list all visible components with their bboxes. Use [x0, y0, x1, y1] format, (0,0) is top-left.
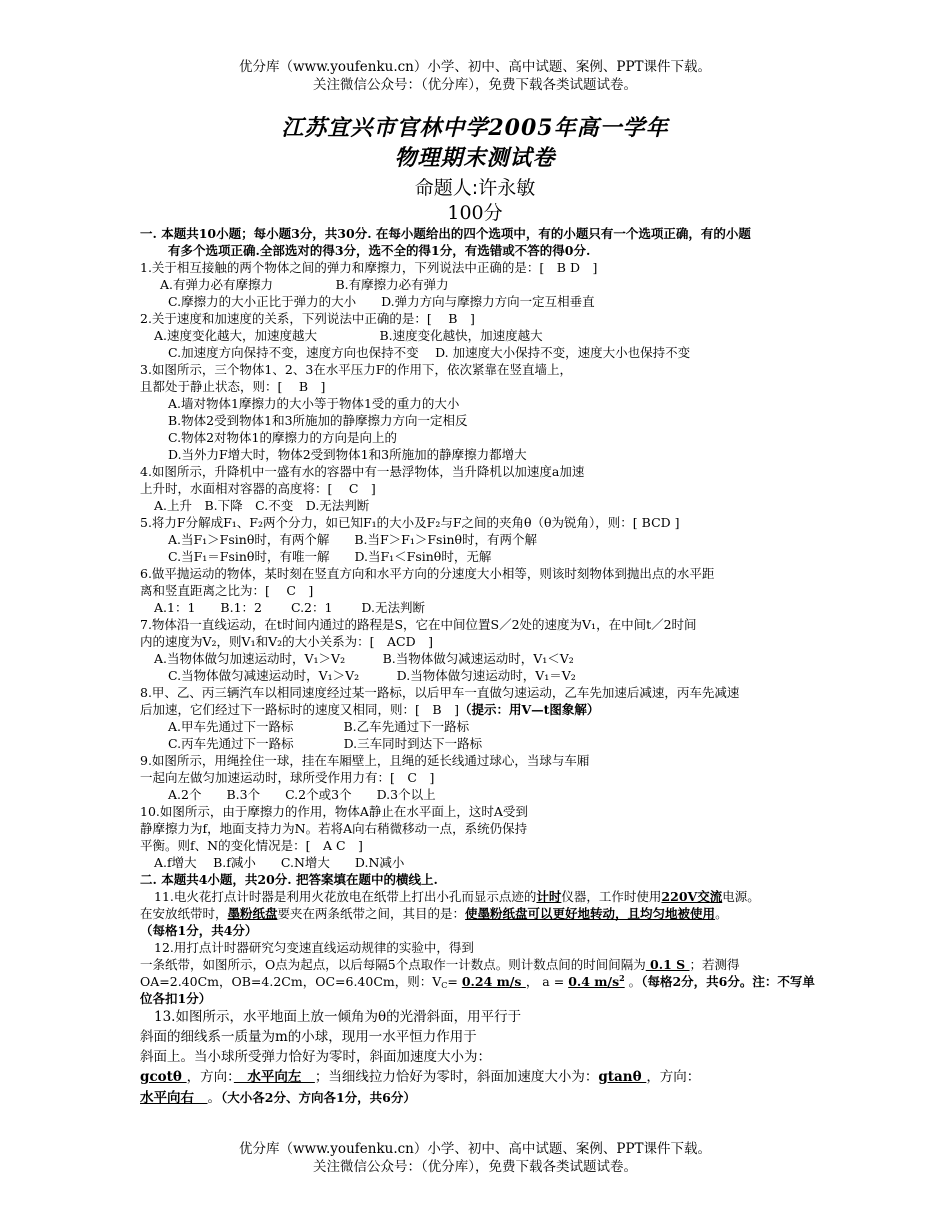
title-line-1: 江苏宜兴市官林中学2005年高一学年 [281, 115, 669, 141]
question-9-line-2: 一起向左做匀加速运动时，球所受作用力有：[ C ] [140, 770, 435, 785]
q12-superscript: 2 [619, 972, 625, 983]
q11-text-1: 11.电火花打点计时器是利用火花放电在纸带上打出小孔而显示点迹的 [154, 889, 537, 904]
question-2-options-cd: C.加速度方向保持不变，速度方向也保持不变 D. 加速度大小保持不变，速度大小也保持不变 [168, 345, 691, 360]
question-10-line-1: 10.如图所示，由于摩擦力的作用，物体A静止在水平面上，这时A受到 [140, 804, 528, 819]
question-8-options-cd: C.丙车先通过下一路标 D.三车同时到达下一路标 [168, 736, 483, 751]
question-9-options: A.2个 B.3个 C.2个或3个 D.3个以上 [168, 787, 436, 802]
question-5: 5.将力F分解成F₁、F₂两个分力，如已知F₁的大小及F₂与F之间的夹角θ（θ为锐角），则：[ BCD ] [140, 515, 680, 530]
q11-answer-2: 220V交流 [661, 889, 723, 904]
question-6-options: A.1：1 B.1：2 C.2：1 D.无法判断 [154, 600, 425, 615]
question-12-line-3 [140, 973, 815, 990]
question-11-score-note: （每格1分，共4分） [140, 923, 258, 938]
question-13-line-5 [140, 1089, 416, 1107]
q13-answer-1: gcotθ [140, 1069, 187, 1085]
question-10-line-3: 平衡。则f、N的变化情况是：[ A C ] [140, 838, 363, 853]
section1-intro-1: 一. 本题共10小题；每小题3分，共30分. 在每小题给出的四个选项中，有的小题只有一个选项正确，有的小题 [140, 226, 751, 241]
question-4-options: A.上升 B.下降 C.不变 D.无法判断 [154, 498, 370, 513]
question-1-options-ab: A.有弹力必有摩擦力 B.有摩擦力必有弹力 [160, 277, 449, 292]
question-12-line-4: 位各扣1分） [140, 991, 212, 1006]
question-8-line-2 [140, 701, 599, 718]
question-13-line-2: 斜面的细线系一质量为m的小球，现用一水平恒力作用于 [140, 1029, 477, 1045]
q11-answer-3: 墨粉纸盘 [227, 906, 278, 921]
question-13-line-3: 斜面上。当小球所受弹力恰好为零时，斜面加速度大小为： [140, 1049, 491, 1065]
q11-text-4: 在安放纸带时， [140, 906, 228, 921]
title-line-2: 物理期末测试卷 [394, 145, 556, 171]
title-score: 100分 [447, 202, 503, 224]
question-3-line-2: 且都处于静止状态，则：[ B ] [140, 379, 326, 394]
header-line-1: 优分库（www.youfenku.cn）小学、初中、高中试题、案例、PPT课件下载。 [238, 59, 712, 75]
question-3-option-b: B.物体2受到物体1和3所施加的静摩擦力方向一定相反 [168, 413, 468, 428]
question-5-options-cd: C.当F₁＝Fsinθ时，有唯一解 D.当F₁＜Fsinθ时，无解 [168, 549, 492, 564]
q12-answer-3-value: 0.4 m/s [568, 974, 620, 989]
footer-line-1: 优分库（www.youfenku.cn）小学、初中、高中试题、案例、PPT课件下载。 [238, 1141, 712, 1157]
q13-answer-3: gtanθ [598, 1069, 647, 1085]
question-13-line-4 [140, 1069, 700, 1086]
question-8-hint: （提示：用V—t图象解） [458, 702, 600, 717]
q12-score-note: （每格2分，共6分。注：不写单 [641, 974, 815, 989]
question-10-options: A.f增大 B.f减小 C.N增大 D.N减小 [154, 855, 405, 870]
q13-text-4: 。 [207, 1090, 221, 1106]
question-7-line-2: 内的速度为V₂，则V₁和V₂的大小关系为：[ ACD ] [140, 634, 433, 649]
question-12-line-2 [140, 956, 740, 973]
q11-text-3: 电源。 [722, 889, 760, 904]
question-11-line-2 [140, 905, 728, 922]
q13-answer-4: 水平向右 [140, 1090, 208, 1106]
q13-text-1: ，方向： [186, 1069, 234, 1085]
q12-answer-2: 0.24 m/s [461, 974, 526, 989]
question-4-line-2: 上升时，水面相对容器的高度将：[ C ] [140, 481, 376, 496]
question-3-line-1: 3.如图所示，三个物体1、2、3在水平压力F的作用下，依次紧靠在竖直墙上， [140, 362, 572, 377]
question-8-options-ab: A.甲车先通过下一路标 B.乙车先通过下一路标 [168, 719, 470, 734]
question-12-line-1: 12.用打点计时器研究匀变速直线运动规律的实验中，得到 [154, 940, 474, 955]
section2-intro: 二. 本题共4小题，共20分. 把答案填在题中的横线上. [140, 872, 438, 887]
question-13-line-1: 13.如图所示，水平地面上放一倾角为θ的光滑斜面，用平行于 [154, 1009, 522, 1025]
q11-text-2: 仪器，工作时使用 [561, 889, 662, 904]
question-1: 1.关于相互接触的两个物体之间的弹力和摩擦力，下列说法中正确的是：[ B D ] [140, 260, 598, 275]
question-10-line-2: 静摩擦力为f，地面支持力为N。若将A向右稍微移动一点，系统仍保持 [140, 821, 528, 836]
question-1-options-cd: C.摩擦力的大小正比于弹力的大小 D.弹力方向与摩擦力方向一定互相垂直 [168, 294, 595, 309]
q12-text-1: 一条纸带，如图所示，O点为起点，以后每隔5个点取作一计数点。则计数点间的时间间隔为 [140, 957, 646, 972]
question-11-line-1 [154, 888, 760, 905]
q11-answer-4: 使墨粉纸盘可以更好地转动，且均匀地被使用 [465, 906, 716, 921]
q13-answer-2: 水平向左 [233, 1069, 315, 1085]
section1-intro-2: 有多个选项正确.全部选对的得3分，选不全的得1分，有选错或不答的得0分. [168, 243, 591, 258]
title-author: 命题人:许永敏 [414, 177, 536, 199]
question-9-line-1: 9.如图所示，用绳拴住一球，挂在车厢壁上，且绳的延长线通过球心，当球与车厢 [140, 753, 590, 768]
question-8-text: 后加速，它们经过下一路标时的速度又相同，则：[ B ] [140, 702, 459, 717]
q11-answer-1: 计时 [536, 889, 562, 904]
q12-answer-3 [568, 974, 625, 989]
header-line-2: 关注微信公众号：（优分库），免费下载各类试题试卷。 [313, 77, 637, 93]
q11-text-6: 。 [715, 906, 728, 921]
question-7-line-1: 7.物体沿一直线运动，在t时间内通过的路程是S，它在中间位置S／2处的速度为V₁，在中间t／2时间 [140, 617, 697, 632]
q11-text-5: 要夹在两条纸带之间，其目的是： [277, 906, 466, 921]
q12-subscript: C [441, 981, 448, 990]
question-8-line-1: 8.甲、乙、丙三辆汽车以相同速度经过某一路标，以后甲车一直做匀速运动，乙车先加速后减速，丙车先减速 [140, 685, 740, 700]
question-5-options-ab: A.当F₁＞Fsinθ时，有两个解 B.当F＞F₁＞Fsinθ时，有两个解 [168, 532, 538, 547]
q13-text-2: ；当细线拉力恰好为零时，斜面加速度大小为： [314, 1069, 599, 1085]
question-6-line-1: 6.做平抛运动的物体，某时刻在竖直方向和水平方向的分速度大小相等，则该时刻物体到抛出点的水平距 [140, 566, 715, 581]
question-3-option-d: D.当外力F增大时，物体2受到物体1和3所施加的静摩擦力都增大 [168, 447, 527, 462]
q13-text-3: ，方向： [646, 1069, 701, 1085]
question-6-line-2: 离和竖直距离之比为：[ C ] [140, 583, 314, 598]
q13-score-note: （大小各2分、方向各1分，共6分） [221, 1090, 416, 1105]
question-7-options-cd: C.当物体做匀减速运动时，V₁＞V₂ D.当物体做匀速运动时，V₁＝V₂ [168, 668, 576, 683]
question-3-option-a: A.墙对物体1摩擦力的大小等于物体1受的重力的大小 [168, 396, 460, 411]
q12-text-3: OA=2.40Cm，OB=4.2Cm，OC=6.40Cm，则：V [140, 974, 442, 989]
question-3-option-c: C.物体2对物体1的摩擦力的方向是向上的 [168, 430, 397, 445]
footer-line-2: 关注微信公众号：（优分库），免费下载各类试题试卷。 [313, 1159, 637, 1175]
q12-text-2: ；若测得 [689, 957, 740, 972]
q12-text-4: = [447, 974, 462, 989]
q12-text-5: ， a = [525, 974, 569, 989]
question-2: 2.关于速度和加速度的关系，下列说法中正确的是：[ B ] [140, 311, 475, 326]
question-4-line-1: 4.如图所示，升降机中一盛有水的容器中有一悬浮物体，当升降机以加速度a加速 [140, 464, 585, 479]
q12-text-6: 。 [624, 974, 642, 989]
q12-answer-1: 0.1 S [645, 957, 690, 972]
question-2-options-ab: A.速度变化越大，加速度越大 B.速度变化越快，加速度越大 [154, 328, 543, 343]
question-7-options-ab: A.当物体做匀加速运动时，V₁＞V₂ B.当物体做匀减速运动时，V₁＜V₂ [154, 651, 574, 666]
